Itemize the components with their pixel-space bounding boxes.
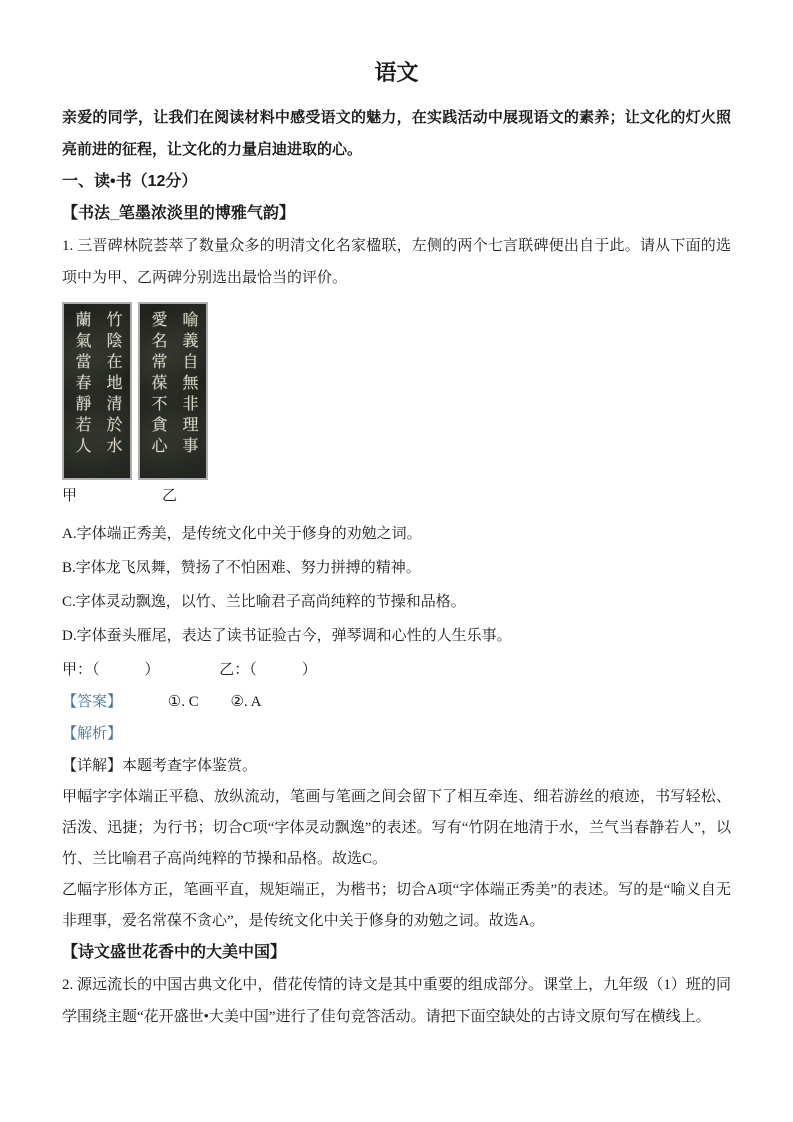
- detail-text: 本题考查字体鉴赏。: [122, 758, 258, 774]
- analysis-line: [62, 718, 731, 750]
- section-heading-read-book: 一、读•书（12分）: [62, 173, 198, 190]
- stele-photo-jia: [62, 302, 132, 480]
- detail-label: 【详解】: [62, 758, 123, 774]
- option-c: C.字体灵动飘逸，以竹、兰比喻君子高尚纯粹的节操和品格。: [62, 594, 466, 610]
- intro-paragraph: 亲爱的同学，让我们在阅读材料中感受语文的魅力，在实践活动中展现语文的素养；让文化的灯火照亮前进的征程，让文化的力量启迪进取的心。: [62, 109, 731, 158]
- option-d: D.字体蚕头雁尾，表达了读书证验古今，弹琴调和心性的人生乐事。: [62, 628, 512, 644]
- stele-images-row: [62, 302, 731, 480]
- question-1-options: [62, 518, 731, 652]
- explanation-yi: 乙幅字形体方正，笔画平直，规矩端正，为楷书；切合A项“字体端正秀美”的表述。写的是“喻义自无非理事，爱名常葆不贪心”，是传统文化中关于修身的劝勉之词。故选A。: [62, 882, 731, 929]
- stele-yi-calligraphy: [142, 304, 204, 478]
- stele-labels-row: [62, 483, 731, 509]
- stele-yi-column-right: 喻義自無非理事: [180, 311, 197, 458]
- stele-label-jia: 甲: [62, 488, 78, 504]
- answer-blank-line: [62, 654, 731, 686]
- answer-blank-jia: 甲：（ ）: [62, 662, 160, 678]
- page-title: 语文: [374, 60, 419, 85]
- topic-heading-poetry: 【诗文盛世花香中的大美中国】: [62, 944, 287, 961]
- answer-item-1: ①. C: [167, 694, 199, 710]
- option-a: A.字体端正秀美，是传统文化中关于修身的劝勉之词。: [62, 526, 422, 542]
- option-b: B.字体龙飞凤舞，赞扬了不怕困难、努力拼搏的精神。: [62, 560, 421, 576]
- question-1-text: 1. 三晋碑林院荟萃了数量众多的明清文化名家楹联，左侧的两个七言联碑便出自于此。请从下面的选项中为甲、乙两碑分别选出最恰当的评价。: [62, 238, 731, 286]
- stele-photo-yi: [138, 302, 208, 480]
- answer-line: [62, 686, 731, 718]
- answer-item-2: ②. A: [230, 694, 262, 710]
- question-2-text: 2. 源远流长的中国古典文化中，借花传情的诗文是其中重要的组成部分。课堂上，九年级（1）班的同学围绕主题“花开盛世•大美中国”进行了佳句竞答活动。请把下面空缺处的古诗文原句写在横线上。: [62, 977, 731, 1025]
- stele-yi-column-left: 愛名常葆不貪心: [149, 311, 166, 458]
- stele-jia-column-left: 蘭氣當春靜若人: [73, 311, 90, 458]
- topic-heading-calligraphy: 【书法_笔墨浓淡里的博雅气韵】: [62, 205, 295, 222]
- explanation-jia: 甲幅字字体端正平稳、放纵流动，笔画与笔画之间会留下了相互牵连、细若游丝的痕迹，书写轻松、活泼、迅捷；为行书；切合C项“字体灵动飘逸”的表述。写有“竹阴在地清于水，兰气当春静若人”，以竹、兰比喻君子高尚纯粹的节操和品格。故选C。: [62, 789, 731, 867]
- stele-jia-column-right: 竹陰在地清於水: [104, 311, 121, 458]
- analysis-label: 【解析】: [62, 726, 123, 742]
- stele-jia-calligraphy: [66, 304, 128, 478]
- answer-label: 【答案】: [62, 694, 123, 710]
- detail-line: [62, 750, 731, 782]
- answer-blank-yi: 乙：（ ）: [219, 662, 317, 678]
- stele-label-yi: 乙: [162, 488, 178, 504]
